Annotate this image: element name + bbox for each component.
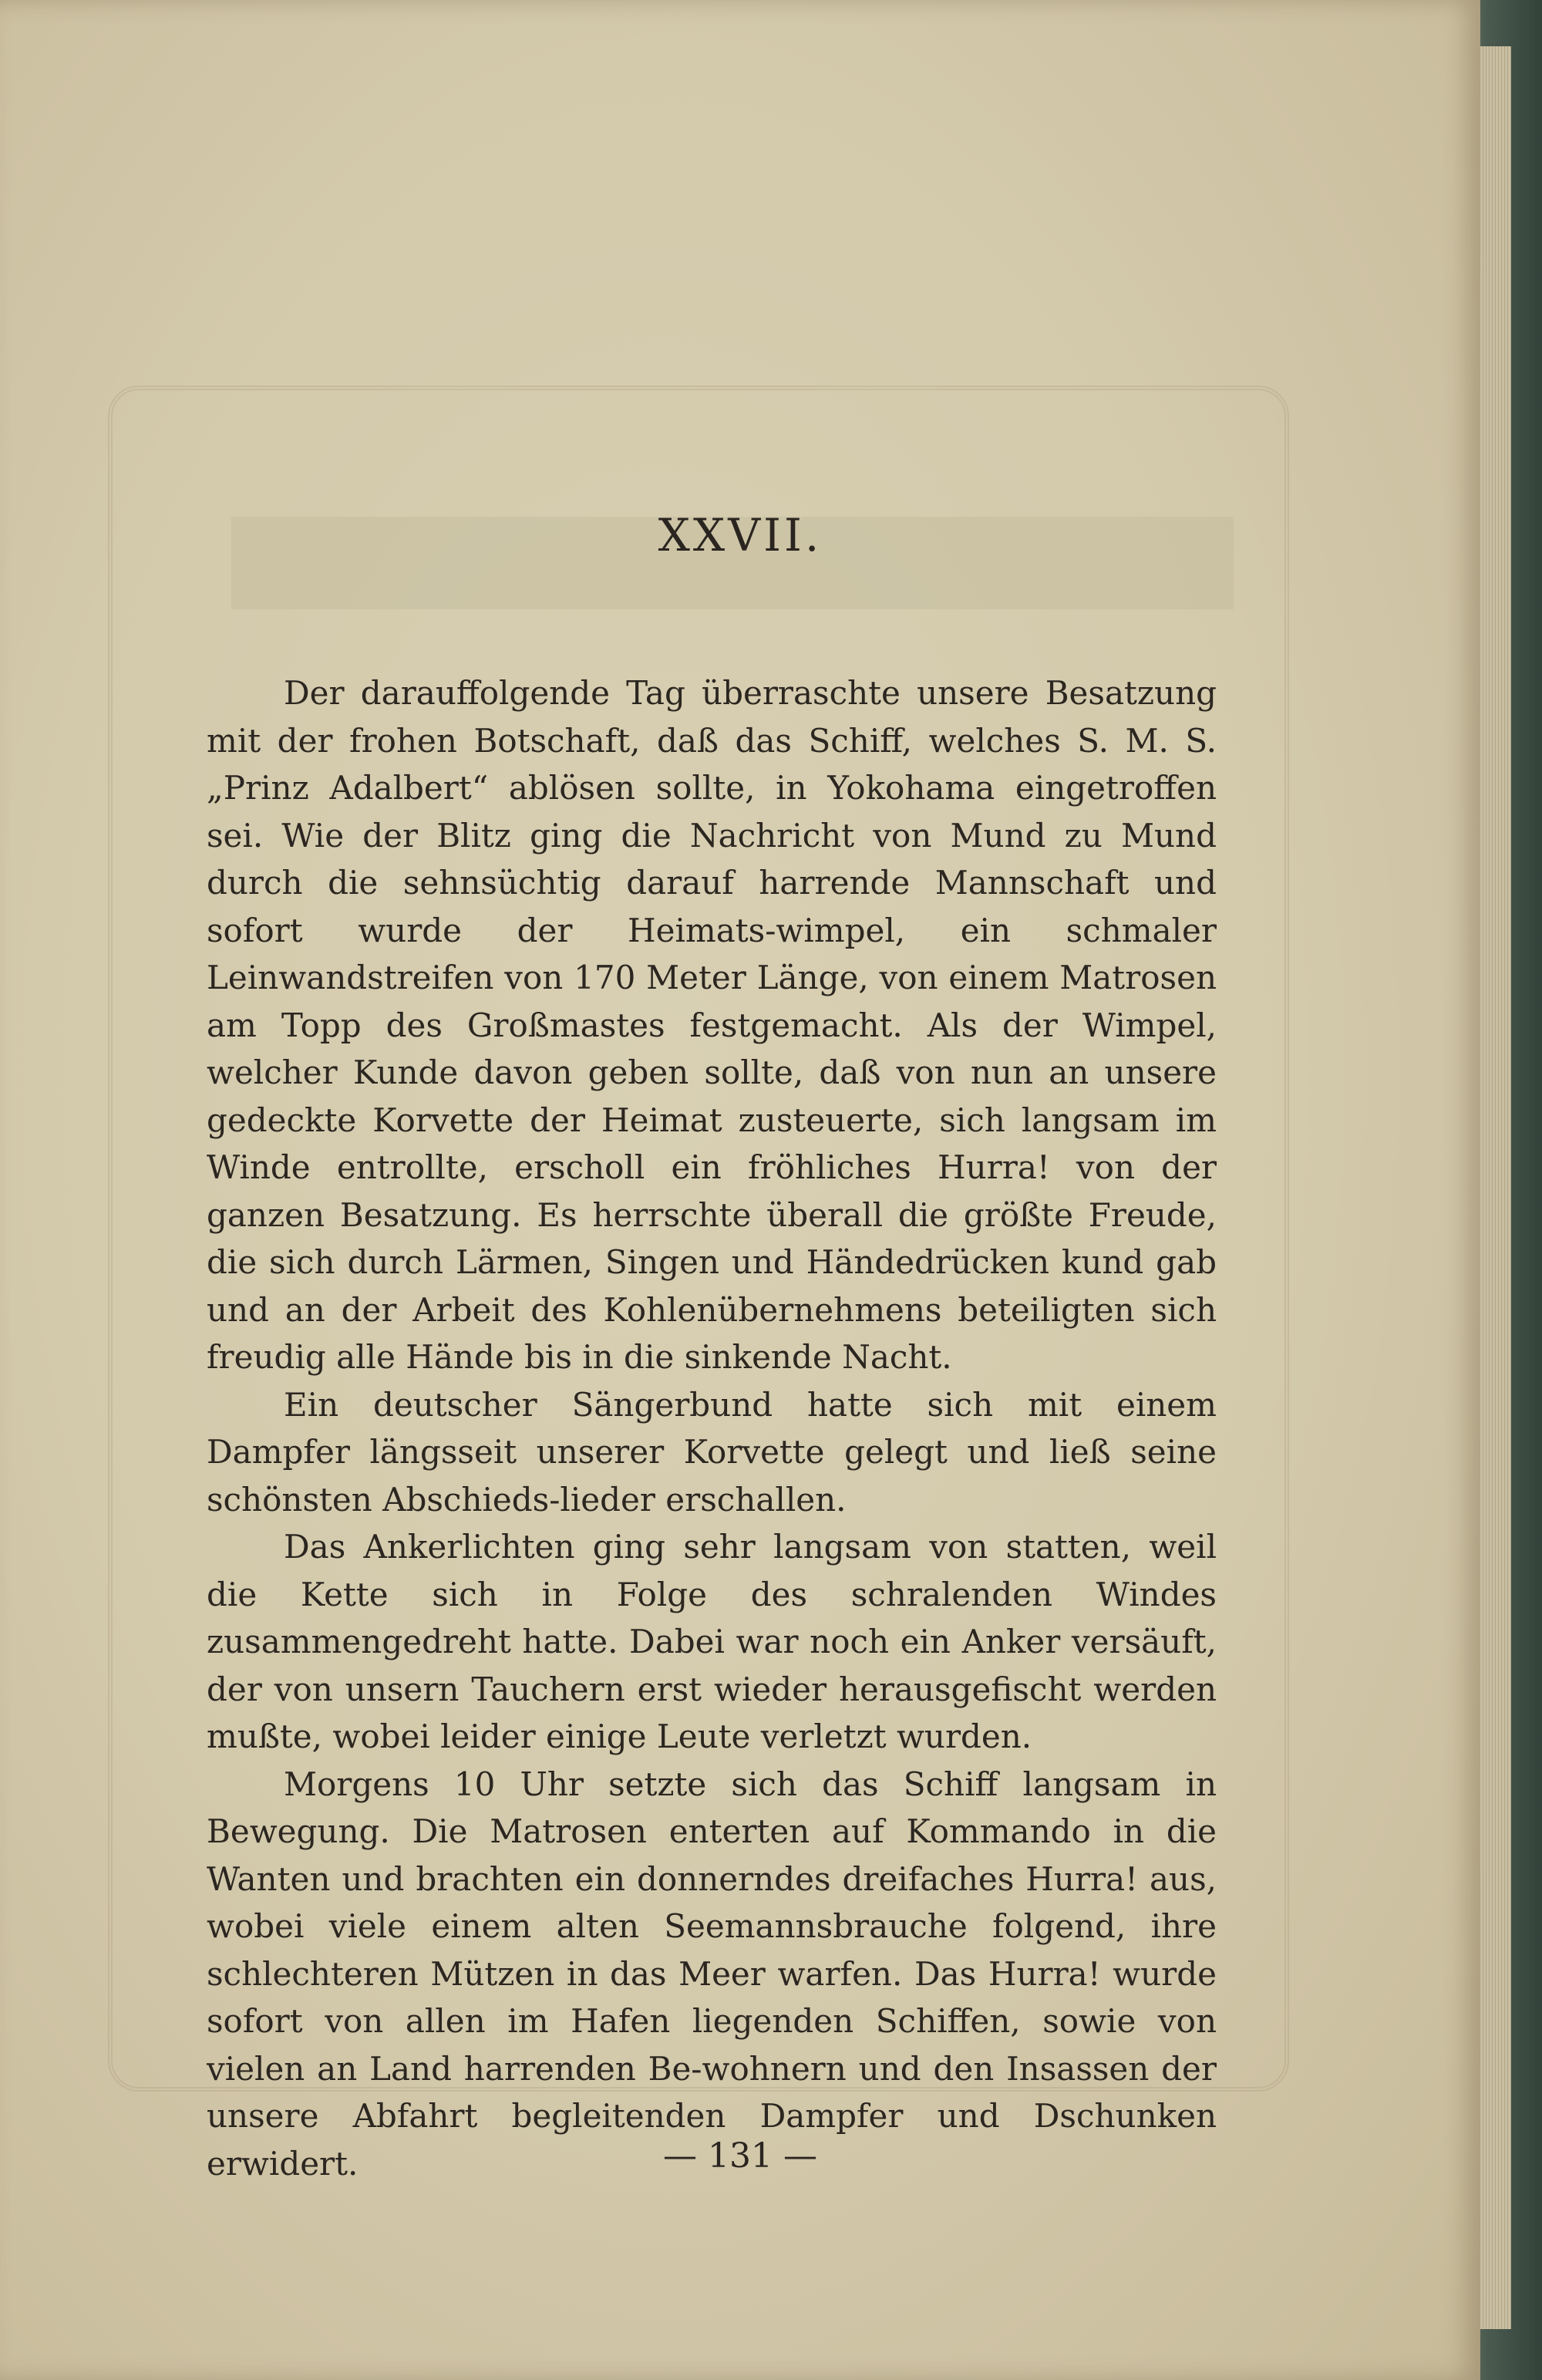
paragraph-4: Morgens 10 Uhr setzte sich das Schiff langsam in Bewegung. Die Matrosen enterten auf Kommando in die Wanten und brachten ein donnerndes dreifaches Hurra! aus, wobei viele einem alten Seemannsbrauche folgend, ihre schlechteren Mützen in das Meer warfen. Das Hurra! wurde sofort von allen im Hafen liegenden Schiffen, sowie von vielen an Land harrenden Be-wohnern und den Insassen der unsere Abfahrt begleitenden Dampfer und Dschunken erwidert.	[207, 1765, 1217, 2183]
page-number: — 131 —	[663, 2136, 817, 2176]
paragraph-2: Ein deutscher Sängerbund hatte sich mit einem Dampfer längsseit unserer Korvette gelegt und ließ seine schönsten Abschieds-lieder erschallen.	[207, 1385, 1217, 1519]
chapter-title: XXVII.	[658, 509, 823, 561]
paragraph-3: Das Ankerlichten ging sehr langsam von statten, weil die Kette sich in Folge des schralenden Windes zusammengedreht hatte. Dabei war noch ein Anker versäuft, der von unsern Tauchern erst wieder herausgefischt werden mußte, wobei leider einige Leute verletzt wurden.	[207, 1528, 1217, 1755]
body-text	[207, 669, 1217, 2187]
paragraph-1: Der darauffolgende Tag überraschte unsere Besatzung mit der frohen Botschaft, daß das Schiff, welches S. M. S. „Prinz Adalbert“ ablösen sollte, in Yokohama eingetroffen sei. Wie der Blitz ging die Nachricht von Mund zu Mund durch die sehnsüchtig darauf harrende Mannschaft und sofort wurde der Heimats-wimpel, ein schmaler Leinwandstreifen von 170 Meter Länge, von einem Matrosen am Topp des Großmastes festgemacht. Als der Wimpel, welcher Kunde davon geben sollte, daß von nun an unsere gedeckte Korvette der Heimat zusteuerte, sich langsam im Winde entrollte, erscholl ein fröhliches Hurra! von der ganzen Besatzung. Es herrschte überall die größte Freude, die sich durch Lärmen, Singen und Händedrücken kund gab und an der Arbeit des Kohlenübernehmens beteiligten sich freudig alle Hände bis in die sinkende Nacht.	[207, 674, 1217, 1376]
